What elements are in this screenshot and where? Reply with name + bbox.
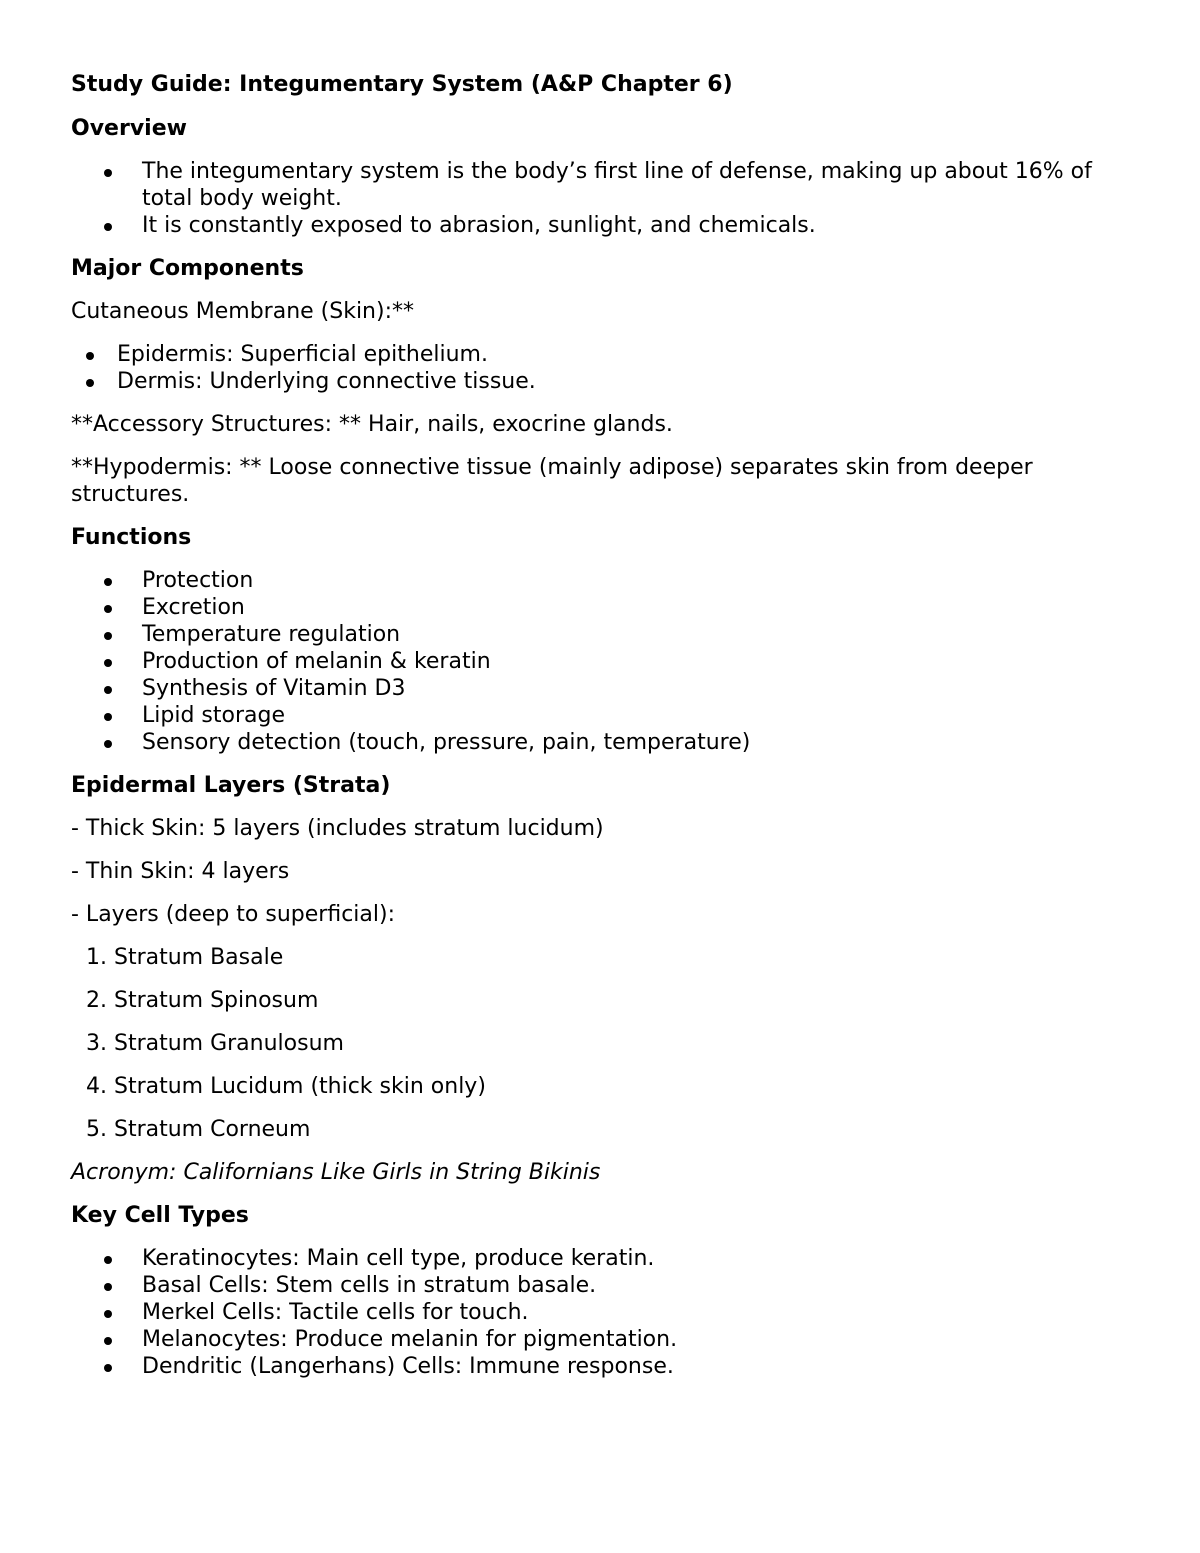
list-item: Lipid storage: [71, 702, 1131, 729]
functions-list: [71, 567, 1131, 756]
accessory-structures-text: **Accessory Structures: ** Hair, nails, exocrine glands.: [71, 412, 673, 437]
epidermal-layers-heading: Epidermal Layers (Strata): [71, 773, 391, 798]
cell-types-list: [71, 1245, 1131, 1380]
list-item: Keratinocytes: Main cell type, produce keratin.: [71, 1245, 1131, 1272]
list-item: Melanocytes: Produce melanin for pigmentation.: [71, 1326, 1131, 1353]
thick-skin-text: - Thick Skin: 5 layers (includes stratum lucidum): [71, 816, 604, 841]
functions-heading: Functions: [71, 525, 192, 550]
layer-item: 5. Stratum Corneum: [86, 1117, 311, 1142]
list-item: Dendritic (Langerhans) Cells: Immune response.: [71, 1353, 1131, 1380]
list-item: Dermis: Underlying connective tissue.: [71, 368, 1131, 395]
thin-skin-text: - Thin Skin: 4 layers: [71, 859, 290, 884]
list-item: Excretion: [71, 594, 1131, 621]
list-item: Basal Cells: Stem cells in stratum basale.: [71, 1272, 1131, 1299]
layer-item: 3. Stratum Granulosum: [86, 1031, 344, 1056]
document-page: [71, 71, 1131, 1396]
overview-heading: Overview: [71, 116, 187, 141]
layers-order-text: - Layers (deep to superficial):: [71, 902, 395, 927]
overview-list: [71, 158, 1131, 239]
components-heading: Major Components: [71, 256, 304, 281]
list-item: Sensory detection (touch, pressure, pain, temperature): [71, 729, 1131, 756]
layer-item: 1. Stratum Basale: [86, 945, 284, 970]
list-item: Synthesis of Vitamin D3: [71, 675, 1131, 702]
list-item: Merkel Cells: Tactile cells for touch.: [71, 1299, 1131, 1326]
list-item: Protection: [71, 567, 1131, 594]
layer-item: 4. Stratum Lucidum (thick skin only): [86, 1074, 486, 1099]
cell-types-heading: Key Cell Types: [71, 1203, 249, 1228]
list-item: Temperature regulation: [71, 621, 1131, 648]
list-item: It is constantly exposed to abrasion, sunlight, and chemicals.: [71, 212, 1131, 239]
skin-layers-list: [71, 341, 1131, 395]
cutaneous-membrane-text: Cutaneous Membrane (Skin):**: [71, 299, 414, 324]
list-item: The integumentary system is the body’s first line of defense, making up about 16% of total body weight.: [71, 158, 1131, 212]
layer-item: 2. Stratum Spinosum: [86, 988, 319, 1013]
document-title: Study Guide: Integumentary System (A&P Chapter 6): [71, 72, 733, 97]
list-item: Epidermis: Superficial epithelium.: [71, 341, 1131, 368]
acronym-text: Acronym: Californians Like Girls in String Bikinis: [71, 1160, 601, 1185]
list-item: Production of melanin & keratin: [71, 648, 1131, 675]
hypodermis-text: **Hypodermis: ** Loose connective tissue (mainly adipose) separates skin from deeper structures.: [71, 455, 1033, 507]
